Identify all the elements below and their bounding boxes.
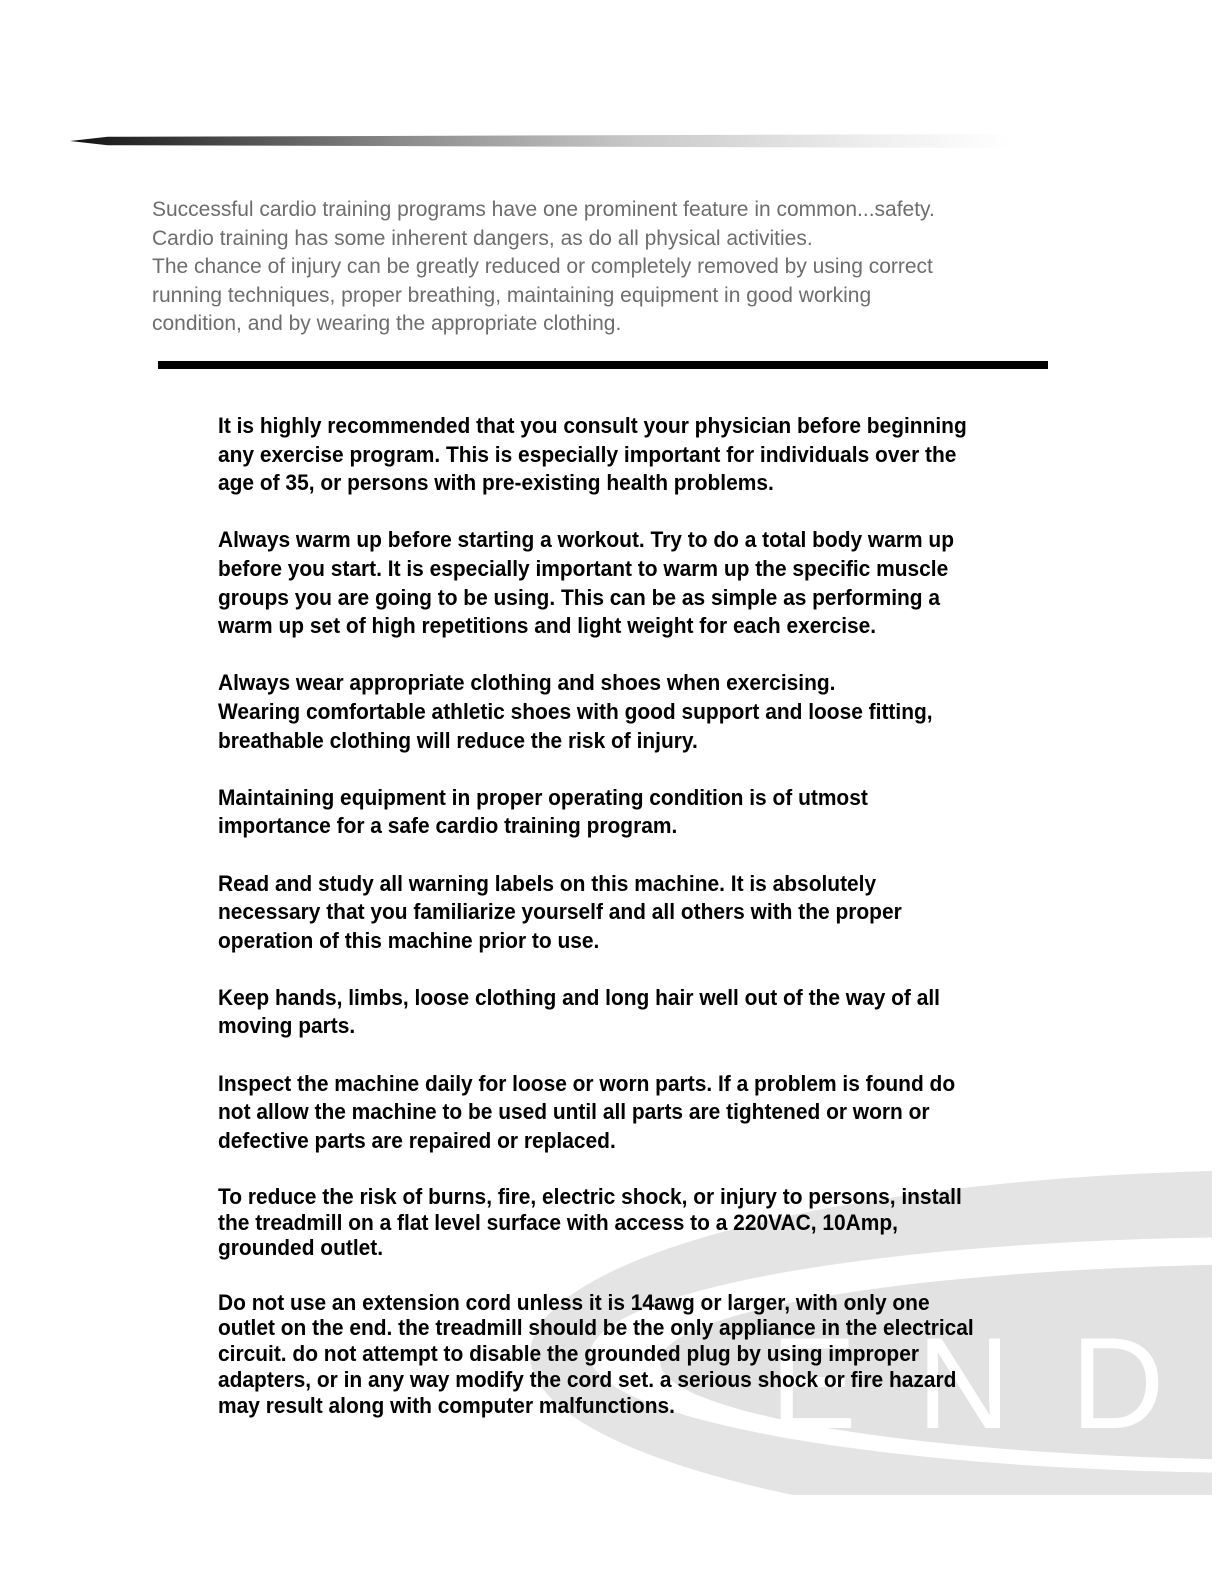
guideline-moving-parts: [218, 984, 1088, 1041]
guideline-line: Wearing comfortable athletic shoes with good support and loose fitting,: [218, 698, 933, 724]
guideline-consult-physician: [218, 412, 1088, 498]
watermark-letters: END: [770, 1310, 1224, 1456]
guideline-line: necessary that you familiarize yourself and all others with the proper: [218, 899, 902, 925]
guideline-line: not allow the machine to be used until all parts are tightened or worn or: [218, 1099, 930, 1125]
intro-line: Successful cardio training programs have one prominent feature in common...safety.: [152, 198, 935, 221]
section-divider: [158, 361, 1048, 369]
guideline-line: warm up set of high repetitions and light weight for each exercise.: [218, 613, 877, 639]
guideline-line: any exercise program. This is especially important for individuals over the: [218, 441, 957, 467]
guideline-line: Always wear appropriate clothing and shoes when exercising.: [218, 670, 836, 696]
guideline-line: may result along with computer malfunctions.: [218, 1392, 675, 1418]
safety-guidelines: [218, 412, 1088, 1418]
intro-line: running techniques, proper breathing, maintaining equipment in good working: [152, 283, 872, 307]
guideline-line: circuit. do not attempt to disable the grounded plug by using improper: [218, 1341, 920, 1367]
guideline-line: defective parts are repaired or replaced.: [218, 1127, 616, 1153]
guideline-line: operation of this machine prior to use.: [218, 927, 600, 953]
guideline-warm-up: [218, 526, 1088, 640]
intro-line: The chance of injury can be greatly reduced or completely removed by using correct: [152, 255, 933, 279]
guideline-line: Maintaining equipment in proper operating condition is of utmost: [218, 784, 868, 810]
guideline-line: moving parts.: [218, 1013, 356, 1039]
guideline-line: To reduce the risk of burns, fire, electric shock, or injury to persons, install: [218, 1184, 962, 1210]
guideline-extension-cord: [218, 1290, 1088, 1419]
guideline-line: grounded outlet.: [218, 1235, 384, 1261]
guideline-line: breathable clothing will reduce the risk of injury.: [218, 727, 698, 753]
guideline-warning-labels: [218, 870, 1088, 956]
guideline-line: outlet on the end. the treadmill should be the only appliance in the electrical: [218, 1315, 974, 1341]
guideline-line: Keep hands, limbs, loose clothing and long hair well out of the way of all: [218, 984, 940, 1010]
intro-line: condition, and by wearing the appropriate clothing.: [152, 312, 622, 336]
guideline-line: adapters, or in any way modify the cord set. a serious shock or fire hazard: [218, 1366, 957, 1392]
guideline-inspection: [218, 1070, 1088, 1156]
guideline-maintenance: [218, 784, 1088, 841]
guideline-line: importance for a safe cardio training program.: [218, 813, 678, 839]
guideline-line: before you start. It is especially important to warm up the specific muscle: [218, 555, 949, 581]
guideline-electrical-install: [218, 1184, 1088, 1261]
guideline-line: Inspect the machine daily for loose or worn parts. If a problem is found do: [218, 1070, 956, 1096]
guideline-line: age of 35, or persons with pre-existing health problems.: [218, 470, 774, 496]
guideline-line: It is highly recommended that you consult your physician before beginning: [218, 413, 967, 438]
guideline-line: the treadmill on a flat level surface with access to a 220VAC, 10Amp,: [218, 1209, 898, 1235]
guideline-line: Always warm up before starting a workout. Try to do a total body warm up: [218, 527, 954, 553]
guideline-line: Read and study all warning labels on this machine. It is absolutely: [218, 870, 877, 896]
intro-line: Cardio training has some inherent dangers, as do all physical activities.: [152, 226, 813, 250]
intro-paragraph: [152, 196, 1072, 339]
guideline-line: Do not use an extension cord unless it is 14awg or larger, with only one: [218, 1289, 930, 1315]
guideline-clothing: [218, 669, 1088, 755]
guideline-line: groups you are going to be using. This can be as simple as performing a: [218, 584, 941, 610]
